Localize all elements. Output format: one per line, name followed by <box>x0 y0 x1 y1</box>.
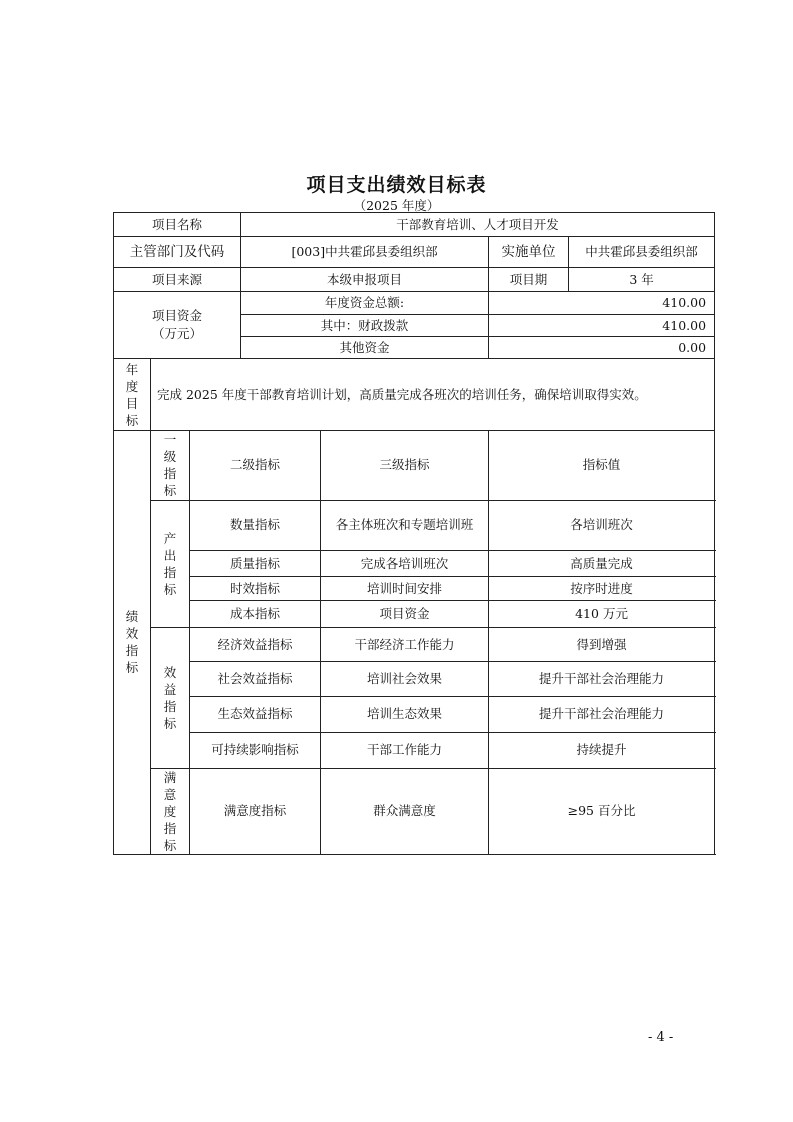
table-row <box>114 768 715 854</box>
fiscal-funds-label: 其中：财政拨款 <box>241 315 489 337</box>
level3-cell: 培训时间安排 <box>321 577 489 601</box>
satisfaction-indicators-label: 满意度指标 <box>151 768 190 854</box>
table-row <box>114 237 715 268</box>
funds-label: 项目资金（万元） <box>114 292 241 359</box>
output-indicators-label: 产出指标 <box>151 500 190 627</box>
level2-cell: 质量指标 <box>190 551 321 577</box>
table-row <box>114 500 715 550</box>
value-cell: 按序时进度 <box>489 577 715 601</box>
level2-cell: 时效指标 <box>190 577 321 601</box>
page-number: - 4 - <box>648 1030 674 1045</box>
annual-goal-text: 完成 2025 年度干部教育培训计划，高质量完成各班次的培训任务，确保培训取得实效。 <box>151 359 715 430</box>
table-row <box>114 551 715 577</box>
source-label: 项目来源 <box>114 268 241 292</box>
page-subtitle: （2025 年度） <box>353 198 440 213</box>
unit-label: 实施单位 <box>489 237 569 268</box>
table-row <box>114 628 715 662</box>
table-row <box>114 359 715 430</box>
annual-goal-label: 年度目标 <box>114 359 151 430</box>
unit-value: 中共霍邱县委组织部 <box>569 237 715 268</box>
value-cell: 410 万元 <box>489 601 715 628</box>
level3-cell: 项目资金 <box>321 601 489 628</box>
level3-cell: 培训社会效果 <box>321 662 489 697</box>
level2-cell: 满意度指标 <box>190 768 321 854</box>
table-row <box>114 732 715 768</box>
level3-cell: 各主体班次和专题培训班 <box>321 500 489 550</box>
level3-cell: 干部工作能力 <box>321 732 489 768</box>
dept-value: [003]中共霍邱县委组织部 <box>241 237 489 268</box>
project-name-value: 干部教育培训、人才项目开发 <box>241 213 715 237</box>
level3-cell: 完成各培训班次 <box>321 551 489 577</box>
table-row <box>114 601 715 628</box>
table-row <box>114 213 715 237</box>
level1-header: 一级指标 <box>151 430 190 500</box>
level3-cell: 干部经济工作能力 <box>321 628 489 662</box>
project-name-label: 项目名称 <box>114 213 241 237</box>
dept-label: 主管部门及代码 <box>114 237 241 268</box>
level3-cell: 群众满意度 <box>321 768 489 854</box>
table-row <box>114 268 715 292</box>
performance-table <box>113 212 715 855</box>
total-funds-label: 年度资金总额: <box>241 292 489 315</box>
indicators-label: 绩效指标 <box>114 430 151 854</box>
level2-cell: 经济效益指标 <box>190 628 321 662</box>
level3-header: 三级指标 <box>321 430 489 500</box>
period-label: 项目期 <box>489 268 569 292</box>
level2-cell: 可持续影响指标 <box>190 732 321 768</box>
table-row <box>114 662 715 697</box>
value-cell: 各培训班次 <box>489 500 715 550</box>
level2-header: 二级指标 <box>190 430 321 500</box>
source-value: 本级申报项目 <box>241 268 489 292</box>
other-funds-value: 0.00 <box>489 337 715 359</box>
value-cell: 高质量完成 <box>489 551 715 577</box>
level2-cell: 成本指标 <box>190 601 321 628</box>
other-funds-label: 其他资金 <box>241 337 489 359</box>
page-title: 项目支出绩效目标表 <box>306 174 487 196</box>
total-funds-value: 410.00 <box>489 292 715 315</box>
fiscal-funds-value: 410.00 <box>489 315 715 337</box>
value-cell: 提升干部社会治理能力 <box>489 662 715 697</box>
level2-cell: 数量指标 <box>190 500 321 550</box>
value-cell: 持续提升 <box>489 732 715 768</box>
value-cell: ≥95 百分比 <box>489 768 715 854</box>
value-cell: 得到增强 <box>489 628 715 662</box>
benefit-indicators-label: 效益指标 <box>151 628 190 768</box>
value-cell: 提升干部社会治理能力 <box>489 697 715 732</box>
table-row <box>114 292 715 315</box>
level3-cell: 培训生态效果 <box>321 697 489 732</box>
level2-cell: 生态效益指标 <box>190 697 321 732</box>
level2-cell: 社会效益指标 <box>190 662 321 697</box>
value-header: 指标值 <box>489 430 715 500</box>
table-row <box>114 430 715 500</box>
table-row <box>114 577 715 601</box>
period-value: 3 年 <box>569 268 715 292</box>
table-row <box>114 697 715 732</box>
